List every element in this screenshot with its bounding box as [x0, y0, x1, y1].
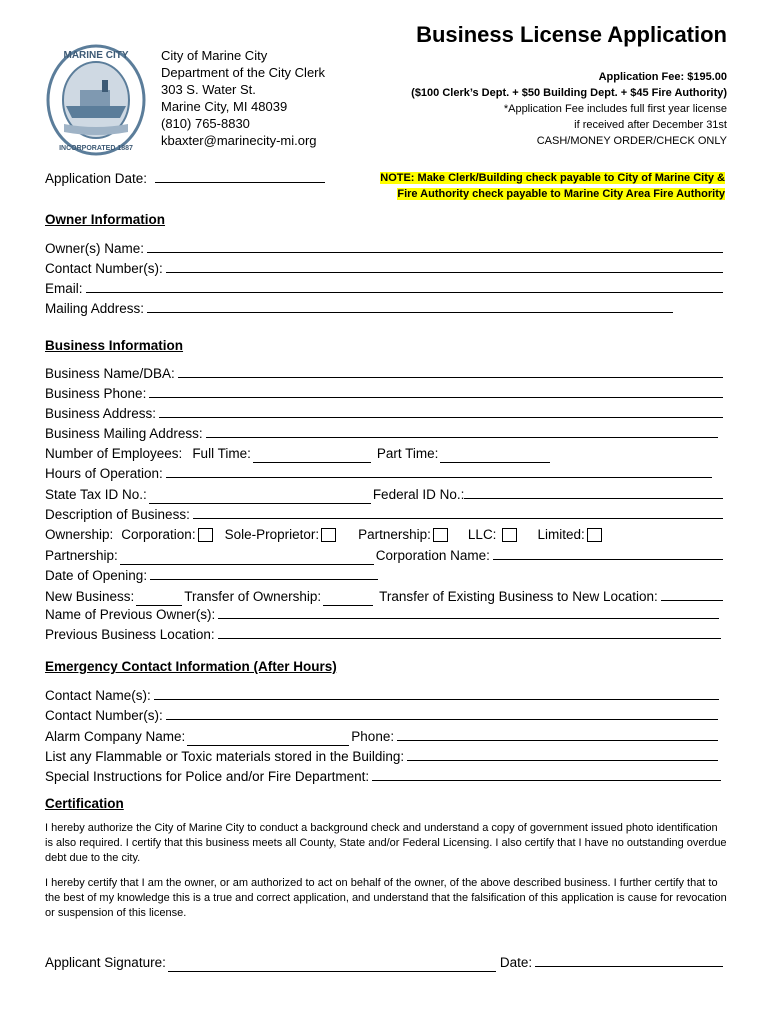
signature-input[interactable] — [168, 959, 496, 972]
emergency-names-field[interactable]: Contact Name(s): — [45, 683, 719, 703]
tax-id-row: State Tax ID No.: Federal ID No.: — [45, 482, 723, 502]
emergency-numbers-field[interactable]: Contact Number(s): — [45, 703, 718, 723]
note-line-2: Fire Authority check payable to Marine City Area Fire Authority — [397, 188, 725, 200]
owner-name-field[interactable]: Owner(s) Name: — [45, 236, 723, 256]
business-phone-field[interactable]: Business Phone: — [45, 381, 723, 401]
city-state: Marine City, MI 48039 — [161, 99, 288, 114]
seal-top-text: MARINE CITY — [63, 50, 129, 61]
certification-para-2: I hereby certify that I am the owner, or am authorized to act on behalf of the owner, of the above described business. I further certify that to the best of my knowledge this is a true and correct application, and understand that the falsification of this application is cause for revocation or suspension of this license. — [45, 877, 727, 919]
federal-id-input[interactable] — [464, 486, 723, 499]
owner-mailing-field[interactable]: Mailing Address: — [45, 296, 673, 316]
fee-note-1: *Application Fee includes full first year license — [503, 103, 727, 115]
business-mailing-field[interactable]: Business Mailing Address: — [45, 421, 718, 441]
fee: Application Fee: $195.00 — [598, 71, 727, 83]
partnership-checkbox[interactable] — [433, 528, 448, 542]
fee-note-3: CASH/MONEY ORDER/CHECK ONLY — [536, 135, 727, 147]
employees-row: Number of Employees: Full Time: Part Time: — [45, 441, 723, 461]
flammable-field[interactable]: List any Flammable or Toxic materials stored in the Building: — [45, 744, 718, 764]
opening-date-field[interactable]: Date of Opening: — [45, 563, 378, 583]
owner-contact-field[interactable]: Contact Number(s): — [45, 256, 723, 276]
owner-heading: Owner Information — [45, 212, 166, 227]
llc-checkbox[interactable] — [502, 528, 517, 542]
certification-heading: Certification — [45, 796, 124, 811]
alarm-phone-input[interactable] — [397, 728, 718, 741]
description-field[interactable]: Description of Business: — [45, 502, 723, 522]
signature-date-input[interactable] — [535, 954, 723, 967]
alarm-row: Alarm Company Name: Phone: — [45, 724, 718, 744]
signature-row: Applicant Signature: Date: — [45, 948, 723, 970]
application-date-field[interactable] — [45, 166, 325, 186]
fee-note-2: if received after December 31st — [574, 119, 727, 131]
emergency-heading: Emergency Contact Information (After Hours) — [45, 659, 337, 674]
business-address-field[interactable]: Business Address: — [45, 401, 723, 421]
street: 303 S. Water St. — [161, 82, 256, 97]
fee-breakdown: ($100 Clerk’s Dept. + $50 Building Dept. + $45 Fire Authority) — [411, 87, 727, 99]
transfer-location-input[interactable] — [661, 588, 723, 601]
hours-field[interactable]: Hours of Operation: — [45, 461, 712, 481]
certification-para-1: I hereby authorize the City of Marine City to conduct a background check and understand a copy of government issued photo identification is also required. I certify that this business meets all County, State and/or Federal Licensing. I also certify that I have no outstanding overdue debt due to the city. — [45, 822, 727, 864]
city-name: City of Marine City — [161, 48, 268, 63]
corporation-checkbox[interactable] — [198, 528, 213, 542]
email: kbaxter@marinecity-mi.org — [161, 133, 317, 148]
seal-bottom-text: INCORPORATED 1887 — [59, 145, 133, 152]
business-heading: Business Information — [45, 338, 184, 353]
note-line-1: NOTE: Make Clerk/Building check payable to City of Marine City & — [380, 172, 725, 184]
previous-owner-field[interactable]: Name of Previous Owner(s): — [45, 602, 719, 622]
phone: (810) 765-8830 — [161, 116, 250, 131]
transfer-row: New Business: Transfer of Ownership: Transfer of Existing Business to New Location: — [45, 584, 723, 604]
sole-proprietor-checkbox[interactable] — [321, 528, 336, 542]
limited-checkbox[interactable] — [587, 528, 602, 542]
page-title: Business License Application — [416, 22, 727, 47]
department: Department of the City Clerk — [161, 65, 326, 80]
application-date-label: Application Date: — [45, 171, 148, 186]
partnership-row: Partnership: Corporation Name: — [45, 543, 723, 563]
city-seal-icon — [46, 44, 146, 156]
ownership-row: Ownership: Corporation: Sole-Proprietor: Partnership: LLC: Limited: — [45, 522, 723, 542]
previous-location-field[interactable]: Previous Business Location: — [45, 622, 721, 642]
owner-email-field[interactable]: Email: — [45, 276, 723, 296]
business-name-field[interactable]: Business Name/DBA: — [45, 361, 723, 381]
instructions-field[interactable]: Special Instructions for Police and/or Fire Department: — [45, 764, 721, 784]
corporation-name-input[interactable] — [493, 547, 723, 560]
